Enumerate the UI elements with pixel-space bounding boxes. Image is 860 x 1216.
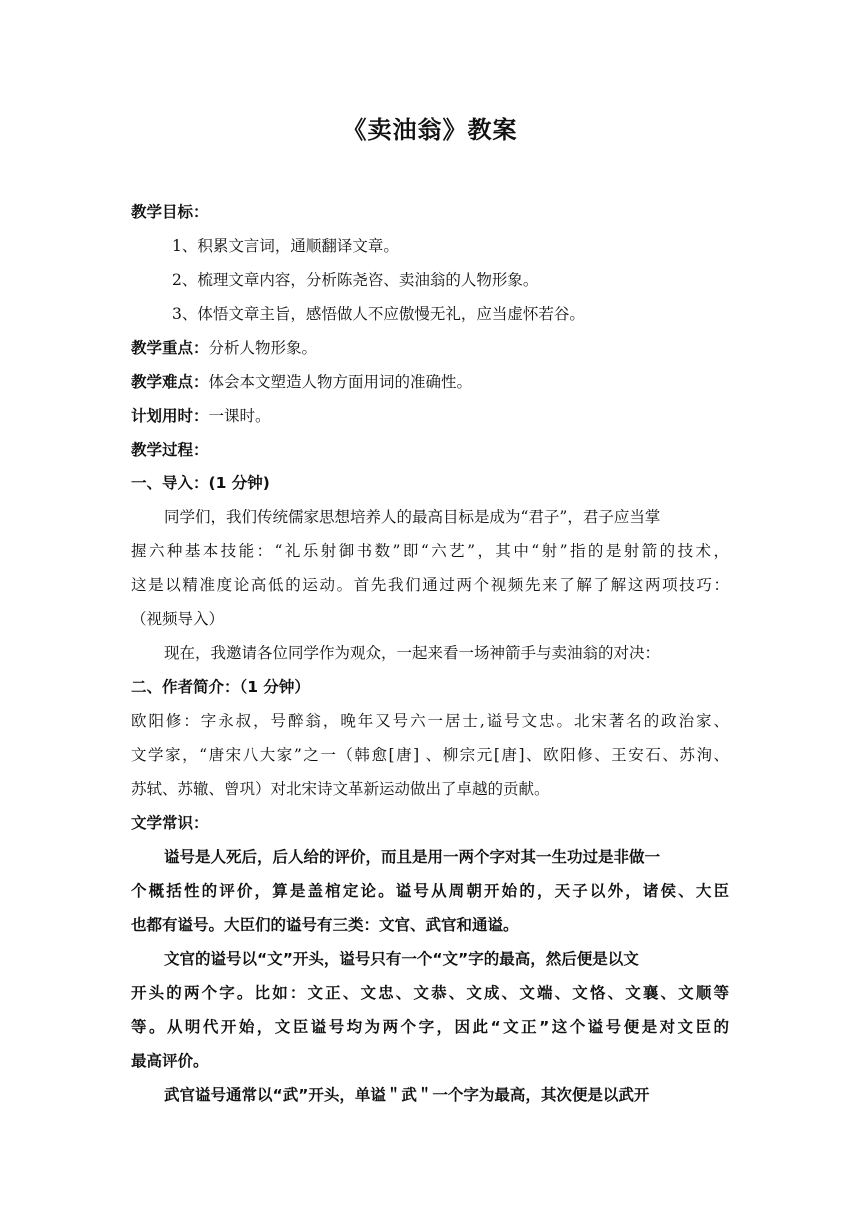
- goals-label: 教学目标：: [131, 203, 209, 221]
- goal-item-3: 3、体悟文章主旨，感悟做人不应傲慢无礼，应当虚怀若谷。: [172, 305, 585, 323]
- section1-para1-line: 这是以精准度论高低的运动。首先我们通过两个视频先来了解了解这两项技巧：: [131, 576, 729, 594]
- section2-line: 欧阳修：字永叔，号醉翁，晚年又号六一居士,谥号文忠。北宋著名的政治家、: [131, 712, 729, 730]
- section1-para2: 现在，我邀请各位同学作为观众，一起来看一场神箭手与卖油翁的对决：: [164, 644, 661, 662]
- difficulty-text: 体会本文塑造人物方面用词的准确性。: [208, 373, 473, 391]
- literature-para2-line: 开头的两个字。比如：文正、文忠、文恭、文成、文端、文恪、文襄、文顺等: [131, 984, 729, 1002]
- difficulty-label: 教学难点：: [131, 373, 209, 391]
- key-point-label: 教学重点：: [131, 339, 209, 357]
- literature-para1-line: 个概括性的评价，算是盖棺定论。谥号从周朝开始的，天子以外，诸侯、大臣: [131, 882, 729, 900]
- section1-para1-line: （视频导入）: [131, 610, 225, 628]
- process-label: 教学过程：: [131, 441, 209, 459]
- literature-para2-line: 文官的谥号以“文”开头，谥号只有一个“文”字的最高，然后便是以文: [164, 950, 639, 968]
- section1-para1-line: 同学们，我们传统儒家思想培养人的最高目标是成为“君子”，君子应当掌: [164, 508, 661, 526]
- section2-heading: 二、作者简介：（1 分钟）: [131, 678, 310, 696]
- literature-para3-line: 武官谥号通常以“武”开头，单谥＂武＂一个字为最高，其次便是以武开: [164, 1086, 650, 1104]
- difficulty-row: [131, 372, 472, 392]
- key-point-text: 分析人物形象。: [208, 339, 318, 357]
- literature-para2-line: 等。从明代开始，文臣谥号均为两个字，因此“文正”这个谥号便是对文臣的: [131, 1018, 729, 1036]
- literature-para1-line: 也都有谥号。大臣们的谥号有三类：文官、武官和通谥。: [131, 916, 519, 934]
- goal-item-2: 2、梳理文章内容，分析陈尧咨、卖油翁的人物形象。: [172, 271, 539, 289]
- literature-label: 文学常识：: [131, 814, 209, 832]
- literature-para1-line: 谥号是人死后，后人给的评价，而且是用一两个字对其一生功过是非做一: [164, 848, 661, 866]
- section2-line: 文学家，“唐宋八大家”之一（韩愈[唐] 、柳宗元[唐]、欧阳修、王安石、苏洵、: [131, 746, 729, 764]
- time-label: 计划用时：: [131, 407, 209, 425]
- section1-heading: 一、导入：(1 分钟): [131, 474, 270, 492]
- section2-line: 苏轼、苏辙、曾巩）对北宋诗文革新运动做出了卓越的贡献。: [131, 780, 550, 798]
- page-title: 《卖油翁》教案: [342, 116, 518, 144]
- section1-para1-line: 握六种基本技能：“礼乐射御书数”即“六艺”，其中“射”指的是射箭的技术，: [131, 542, 729, 560]
- literature-para2-line: 最高评价。: [131, 1052, 209, 1070]
- goal-item-1: 1、积累文言词，通顺翻译文章。: [172, 237, 399, 255]
- time-text: 一课时。: [208, 407, 271, 425]
- key-point-row: [131, 338, 317, 358]
- time-row: [131, 406, 271, 426]
